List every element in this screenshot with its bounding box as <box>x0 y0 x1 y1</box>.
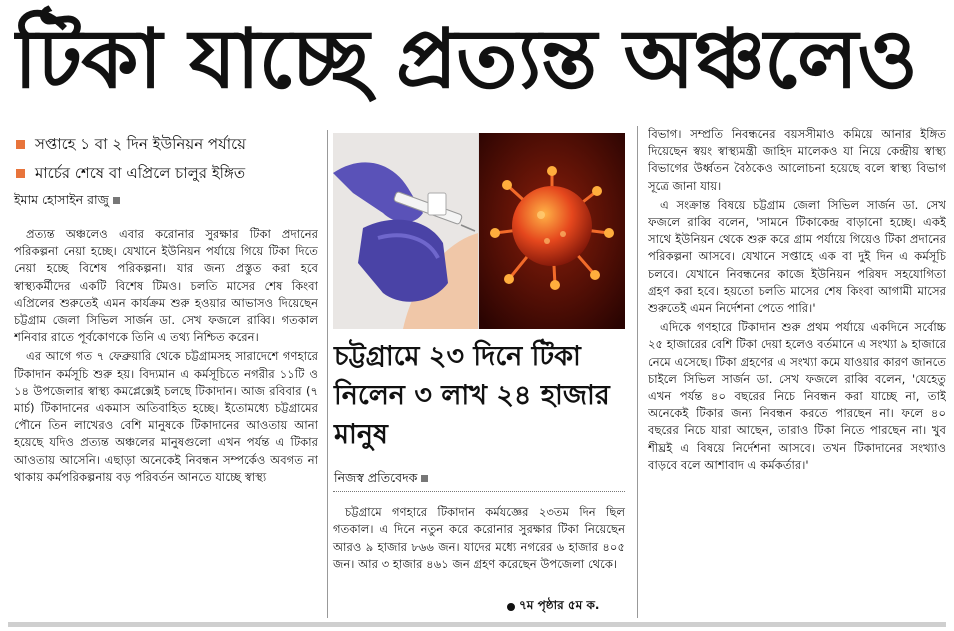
byline <box>14 192 120 212</box>
bullet-icon <box>507 603 515 611</box>
bottom-rule <box>8 622 946 627</box>
paragraph: বিভাগ। সম্প্রতি নিবন্ধনের বয়সসীমাও কমিয়ে আনার ইঙ্গিত দিয়েছেন স্বয়ং স্বাস্থ্যমন্ত্রী জাহিদ মালেকও যা নিয়ে কেন্দ্রীয় স্বাস্থ্য বিভাগের উর্ধ্বতন বৈঠকেও আলোচনা হয়েছে বলে স্বাস্থ্য বিভাগ সূত্রে জানা যায়। <box>648 127 946 193</box>
paragraph: এর আগে গত ৭ ফেব্রুয়ারি থেকে চট্টগ্রামসহ সারাদেশে গণহারে টিকাদান কর্মসূচি শুরু হয়। বিদ্যমান এ কর্মসূচিতে নগরীর ১১টি ও ১৪ উপজেলার স্বাস্থ্য কমপ্লেক্সেই চলছে টিকাদান। আজ রবিবার (৭ মার্চ) টিকাদানের একমাস অতিবাহিত হচ্ছে। ইতোমধ্যে চট্টগ্রামের পৌনে তিন লাখেরও বেশি মানুষকে টিকাদানের আওতায় আনা হয়েছে যদিও প্রত্যন্ত অঞ্চলের মানুষগুলো এখন পর্যন্ত এ টিকার আওতায় আসেনি। এছাড়া অনেকেই নিবন্ধন সম্পর্কেও অবগত না থাকায় কর্মপরিকল্পনায় বড় পরিবর্তন আনতে যাচ্ছে স্বাস্থ্য <box>14 349 318 484</box>
paragraph: এদিকে গণহারে টিকাদান শুরু প্রথম পর্যায়ে একদিনে সর্বোচ্চ ২৫ হাজারের বেশি টিকা দেয়া হলেও বর্তমানে এ সংখ্যা ৯ হাজারে নেমে এসেছে। টিকা গ্রহণের এ সংখ্যা কমে যাওয়ার কারণ জানতে চাইলে সিভিল সার্জন ডা. সেখ ফজলে রাব্বি বলেন, 'যেহেতু এখন পর্যন্ত ৪০ বছরের নিচে নিবন্ধন করা যাচ্ছে না, তাই অনেকেই টিকার জন্য নিবন্ধন করতে পারছেন না। ফলে ৪০ বছরের নিচে যারা আছেন, তারাও টিকা নিতে পারছেন না। খুব শীঘ্রই এ বিষয়ে নির্দেশনা আসবে। তখন টিকাদানের সংখ্যাও বাড়বে বলে আশাবাদ এ কর্মকর্তার।' <box>648 320 946 472</box>
left-column <box>14 226 318 618</box>
byline-name: ইমাম হোসাইন রাজু <box>14 192 109 207</box>
highlight-list <box>14 130 319 188</box>
byline-square-icon <box>421 475 428 482</box>
column-divider <box>327 130 328 618</box>
highlight-item <box>14 159 319 188</box>
highlight-item <box>14 130 319 159</box>
paragraph: চট্টগ্রামে গণহারে টিকাদান কর্মযজ্ঞের ২৩তম দিন ছিল গতকাল। এ দিনে নতুন করে করোনার সুরক্ষার টিকা নিয়েছেন আরও ৯ হাজার ৮৬৬ জন। যাদের মধ্যে নগরের ৬ হাজার ৪০৫ জন। আর ৩ হাজার ৪৬১ জন গ্রহণ করেছেন উপজেলা থেকে। <box>333 505 625 572</box>
byline-name: নিজস্ব প্রতিবেদক <box>334 470 418 485</box>
secondary-story <box>333 504 625 574</box>
orange-square-icon <box>16 169 25 178</box>
byline <box>334 470 428 490</box>
vaccine-photo <box>333 133 625 329</box>
continuation-text: ৭ম পৃষ্ঠার ৫ম ক. <box>519 598 600 612</box>
secondary-headline: চট্টগ্রামে ২৩ দিনে টিকা নিলেন ৩ লাখ ২৪ হাজার মানুষ <box>334 341 610 450</box>
right-column <box>648 126 946 618</box>
highlight-text: মার্চের শেষে বা এপ্রিলে চালুর ইঙ্গিত <box>35 164 246 182</box>
continuation-note <box>507 597 599 617</box>
paragraph: এ সংক্রান্ত বিষয়ে চট্টগ্রাম জেলা সিভিল সার্জন ডা. সেখ ফজলে রাব্বি বলেন, 'সামনে টিকাকেন্দ্র বাড়ানো হচ্ছে। একই সাথে ইউনিয়ন থেকে শুরু করে গ্রাম পর্যায়ে গিয়েও টিকা প্রদানের পরিকল্পনা আসবে। যেখানে সপ্তাহে এক বা দুই দিন এ কর্মসূচি চলবে। যেখানে নিবন্ধনের কাজে ইউনিয়ন পরিষদ সহযোগিতা গ্রহণ করা হবে। হয়তো চলতি মাসের শেষ কিংবা আগামী মাসের শুরুতেই এমন নির্দেশনা পেতে পারি।' <box>648 197 946 316</box>
byline-square-icon <box>113 197 120 204</box>
headline: টিকা যাচ্ছে প্রত্যন্ত অঞ্চলেও <box>14 12 917 107</box>
dotted-divider <box>333 491 625 492</box>
vaccine-photo-graphic <box>333 133 625 329</box>
highlight-text: সপ্তাহে ১ বা ২ দিন ইউনিয়ন পর্যায়ে <box>35 135 246 153</box>
paragraph: প্রত্যন্ত অঞ্চলেও এবার করোনার সুরক্ষার টিকা প্রদানের পরিকল্পনা নেয়া হচ্ছে। যেখানে ইউনিয়ন পর্যায়ে গিয়ে টিকা দিতে নেয়া হচ্ছে বিশেষ পরিকল্পনা। যার জন্য প্রস্তুত করা হবে স্বাস্থ্যকর্মীদের একটি বিশেষ টিমও। চলতি মাসের শেষ কিংবা এপ্রিলের শুরুতেই এমন কার্যক্রম শুরু হওয়ার আভাসও দিয়েছেন চট্টগ্রাম জেলা সিভিল সার্জন ডা. সেখ ফজলে রাব্বি। গতকাল শনিবার রাতে পূর্বকোণকে তিনি এ তথ্য নিশ্চিত করেন। <box>14 227 318 345</box>
column-divider <box>637 126 638 618</box>
orange-square-icon <box>16 140 25 149</box>
